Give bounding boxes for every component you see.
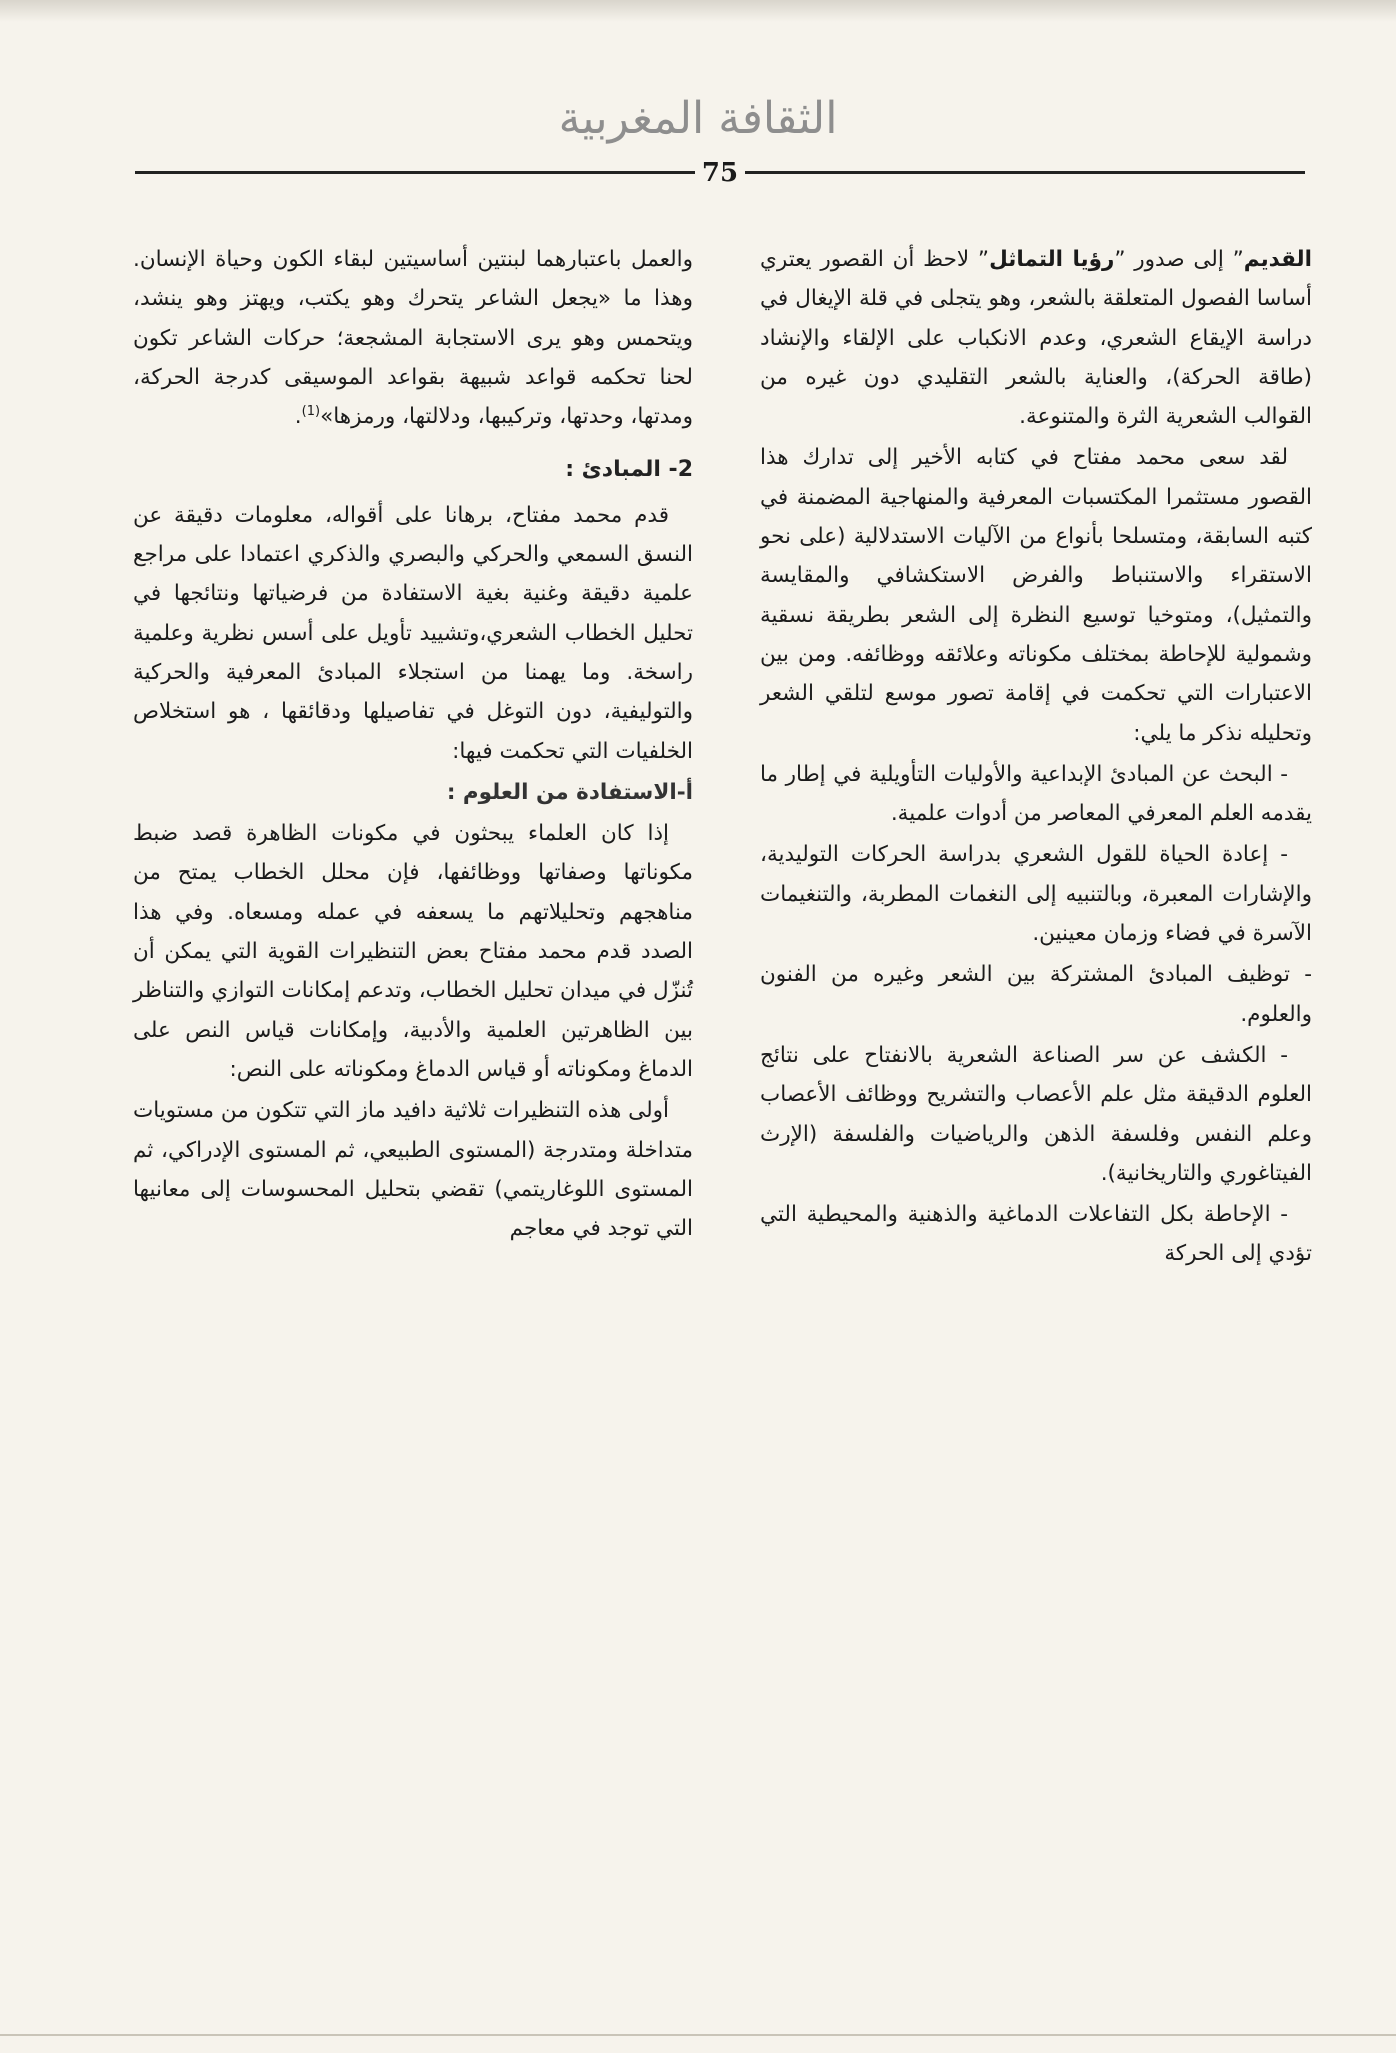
left-paragraph-1-text: والعمل باعتبارهما لبنتين أساسيتين لبقاء الكون وحياة الإنسان. وهذا ما «يجعل الشاعر يتحرك وهو يكتب، ويهتز وهو ينشد، ويتحمس وهو يرى الاستجابة المشجعة؛ حركات الشاعر تكون لحنا تحكمه قواعد شبيهة بقواعد الموسيقى كدرجة الحركة، ومدتها، وحدتها، وتركيبها، ودلالتها، ورمزها» bbox=[133, 247, 693, 430]
right-column bbox=[760, 240, 1312, 1276]
left-paragraph-4: أولى هذه التنظيرات ثلاثية دافيد ماز التي تتكون من مستويات متداخلة ومتدرجة (المستوى الطبيعي، ثم المستوى الإدراكي، ثم المستوى اللوغاريتمي) تقضي بتحليل المحسوسات إلى معانيها التي توجد في معاجم bbox=[133, 1098, 693, 1242]
right-paragraph-2: لقد سعى محمد مفتاح في كتابه الأخير إلى تدارك هذا القصور مستثمرا المكتسبات المعرفية والمنهاجية المضمنة في كتبه السابقة، ومتسلحا بأنواع من الآليات الاستدلالية (على نحو الاستقراء والاستنباط والفرض الاستكشافي والمقايسة والتمثيل)، ومتوخيا توسيع النظرة إلى الشعر بطريقة نسقية وشمولية للإحاطة بمختلف مكوناته وعلائقه ووظائفه. ومن بين الاعتبارات التي تحكمت في إقامة تصور موسع لتلقي الشعر وتحليله نذكر ما يلي: bbox=[760, 445, 1312, 746]
subheading-sciences: أ-الاستفادة من العلوم : bbox=[446, 779, 693, 805]
bold-term-ruya: رؤيا التماثل bbox=[989, 247, 1115, 272]
page-bottom-edge bbox=[0, 2034, 1396, 2036]
bullet-item-4: - الكشف عن سر الصناعة الشعرية بالانفتاح على نتائج العلوم الدقيقة مثل علم الأعصاب والتشريح ووظائف الأعصاب وعلم النفس وفلسفة الذهن والرياضيات والفلسفة (الإرث الفيتاغوري والتاريخانية). bbox=[760, 1042, 1312, 1186]
bullet-item-2: - إعادة الحياة للقول الشعري بدراسة الحركات التوليدية، والإشارات المعبرة، وبالتنبيه إلى النغمات المطربة، والتنغيمات الآسرة في فضاء وزمان معينين. bbox=[760, 842, 1312, 947]
header-rule-right bbox=[745, 171, 1305, 174]
footnote-ref[interactable]: (1) bbox=[301, 404, 321, 420]
bullet-item-3: - توظيف المبادئ المشتركة بين الشعر وغيره من الفنون والعلوم. bbox=[760, 962, 1312, 1027]
bold-term-qadim: القديم bbox=[1243, 247, 1313, 272]
journal-title: الثقافة المغربية bbox=[558, 93, 838, 144]
bullet-item-5: - الإحاطة بكل التفاعلات الدماغية والذهنية والمحيطية التي تؤدي إلى الحركة bbox=[760, 1202, 1312, 1267]
section-heading-principles: 2- المبادئ : bbox=[565, 457, 693, 483]
header-rule-left bbox=[135, 171, 695, 174]
left-paragraph-3: إذا كان العلماء يبحثون في مكونات الظاهرة قصد ضبط مكوناتها وصفاتها ووظائفها، فإن محلل الخطاب يمتح من مناهجهم وتحليلاتهم ما يسعفه في عمله ومسعاه. وفي هذا الصدد قدم محمد مفتاح بعض التنظيرات القوية التي يمكن أن تُنزّل في ميدان تحليل الخطاب، وتدعم إمكانات التوازي والتناظر بين الظاهرتين العلمية والأدبية، وإمكانات قياس النص على الدماغ ومكوناته أو قياس الدماغ ومكوناته على النص: bbox=[133, 821, 693, 1082]
page-number: 75 bbox=[701, 158, 739, 188]
bullet-item-1: - البحث عن المبادئ الإبداعية والأوليات التأويلية في إطار ما يقدمه العلم المعرفي المعاصر من أدوات علمية. bbox=[760, 761, 1312, 827]
left-paragraph-1 bbox=[133, 240, 693, 436]
left-paragraph-1-end: . bbox=[294, 404, 302, 430]
left-paragraph-2: قدم محمد مفتاح، برهانا على أقواله، معلومات دقيقة عن النسق السمعي والحركي والبصري والذكري اعتمادا على مراجع علمية دقيقة وغنية بغية الاستفادة من فرضياتها ونتائجها في تحليل الخطاب الشعري،وتشييد تأويل على أسس نظرية وعلمية راسخة. وما يهمنا من استجلاء المبادئ المعرفية والحركية والتوليفية، دون التوغل في تفاصيلها ودقائقها ، هو استخلاص الخلفيات التي تحكمت فيها: bbox=[133, 502, 693, 764]
right-paragraph-1 bbox=[760, 240, 1312, 436]
left-column bbox=[133, 240, 693, 1250]
page-top-shadow bbox=[0, 0, 1396, 22]
quote-connector: ” إلى صدور ” bbox=[1114, 247, 1244, 272]
right-paragraph-1-text: ” لاحظ أن القصور يعتري أساسا الفصول المتعلقة بالشعر، وهو يتجلى في قلة الإيغال في دراسة الإيقاع الشعري، وعدم الانكباب على الإلقاء والإنشاد (طاقة الحركة)، والعناية بالشعر التقليدي دون غيره من القوالب الشعرية الثرة والمتنوعة. bbox=[760, 247, 1312, 430]
